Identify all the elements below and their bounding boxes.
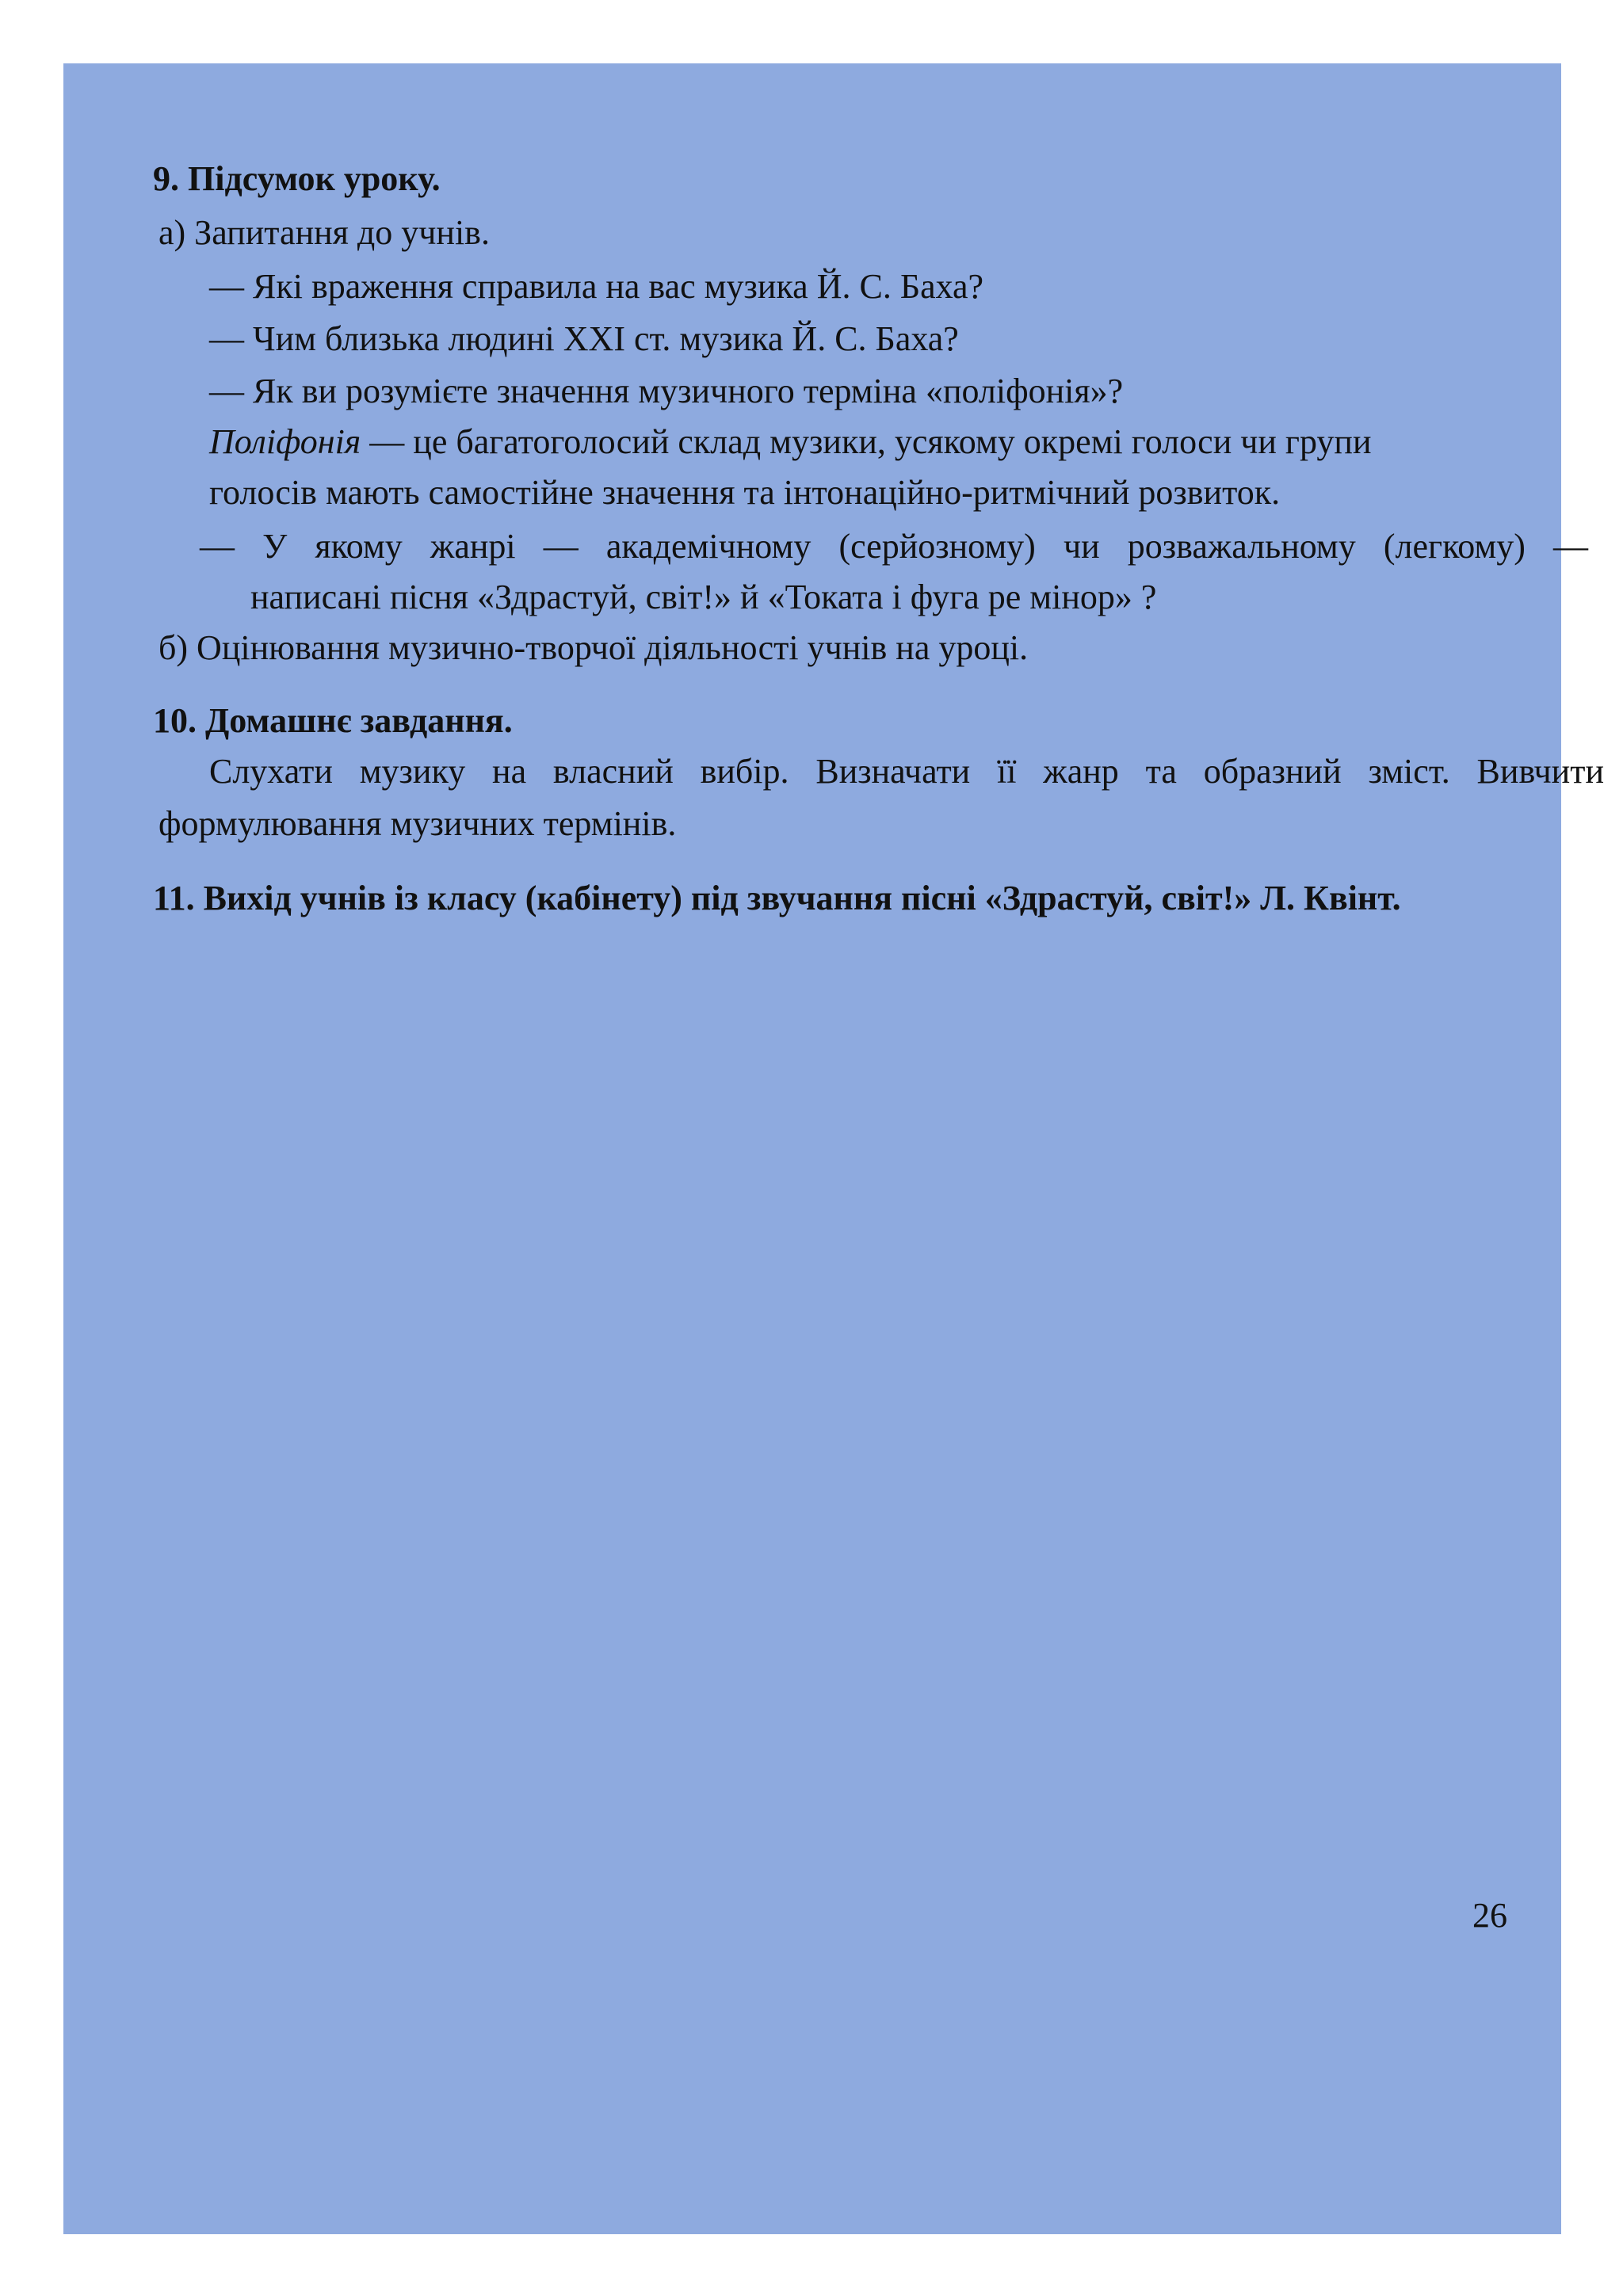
question-1: — Які враження справила на вас музика Й. С. Баха? (209, 267, 984, 306)
homework-line-2: формулювання музичних термінів. (158, 804, 677, 843)
homework-line-1: Слухати музику на власний вибір. Визначати її жанр та образний зміст. Вивчити (209, 752, 1604, 791)
page-number: 26 (1472, 1896, 1507, 1935)
question-2: — Чим близька людині XXI ст. музика Й. С. Баха? (209, 319, 959, 358)
question-4-line-1: — У якому жанрі — академічному (серйозному) чи розважальному (легкому) — (200, 527, 1588, 566)
section-9-heading: 9. Підсумок уроку. (153, 159, 441, 198)
section-9-item-a: а) Запитання до учнів. (158, 213, 490, 252)
question-4-line-2: написані пісня «Здрастуй, світ!» й «Токата і фуга ре мінор» ? (250, 578, 1157, 616)
polyphony-definition-text: — це багатоголосий склад музики, усякому окремі голоси чи групи (361, 422, 1372, 461)
question-3: — Як ви розумієте значення музичного терміна «поліфонія»? (209, 372, 1124, 410)
polyphony-definition (209, 420, 1372, 464)
polyphony-definition-continued: голосів мають самостійне значення та інтонаційно-ритмічний розвиток. (209, 473, 1281, 512)
section-10-heading: 10. Домашнє завдання. (153, 701, 513, 740)
polyphony-term: Поліфонія (209, 422, 361, 461)
section-9-item-b: б) Оцінювання музично-творчої діяльності учнів на уроці. (158, 628, 1029, 667)
document-page (63, 63, 1604, 2234)
section-11-heading: 11. Вихід учнів із класу (кабінету) під звучання пісні «Здрастуй, світ!» Л. Квінт. (153, 879, 1401, 917)
